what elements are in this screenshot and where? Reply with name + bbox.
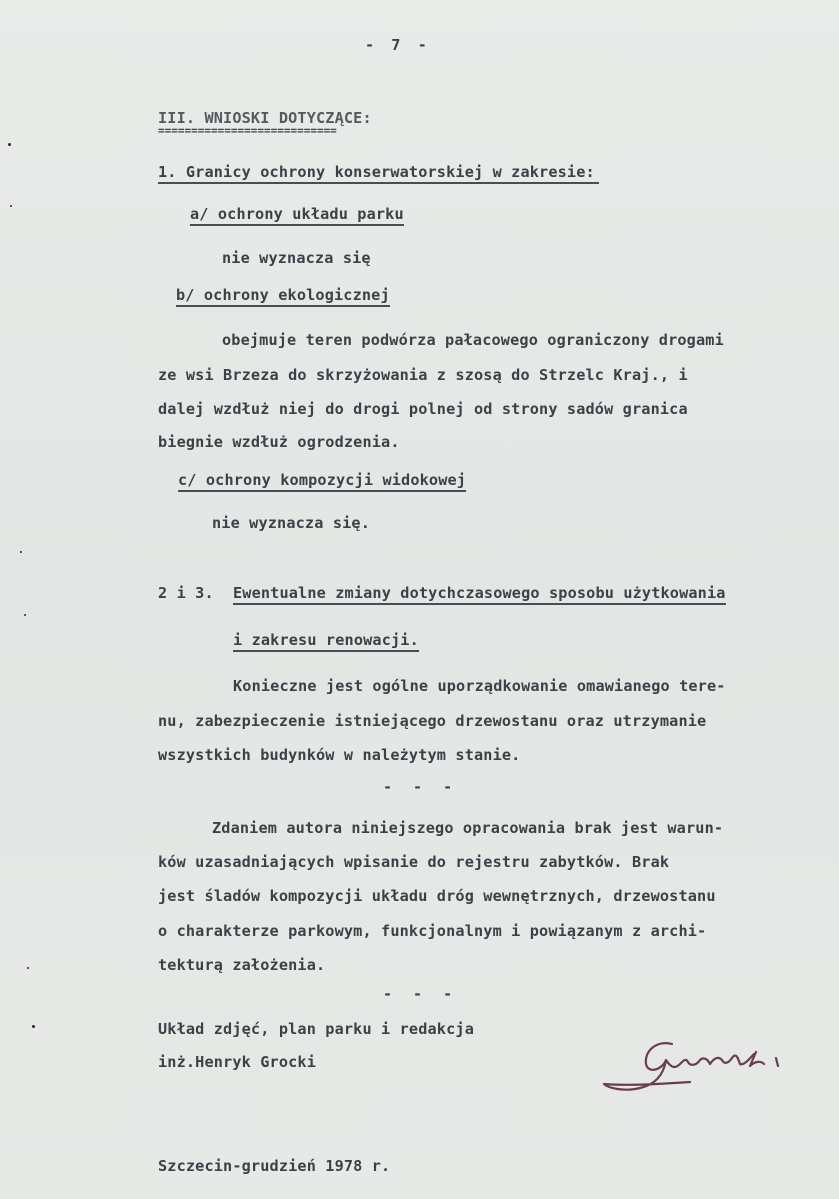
point-1b-line-3: dalej wzdłuż niej do drogi polnej od strony sadów granica xyxy=(158,400,688,418)
separator-dashes: - - - xyxy=(383,778,459,796)
author-line: inż.Henryk Grocki xyxy=(158,1053,316,1071)
point-1b-line-2: ze wsi Brzeza do skrzyżowania z szosą do Strzelc Kraj., i xyxy=(158,366,688,384)
place-date: Szczecin-grudzień 1978 r. xyxy=(158,1157,391,1175)
page-number: - 7 - xyxy=(365,36,431,54)
point-2-3-number: 2 i 3. xyxy=(158,584,214,602)
scan-speck xyxy=(8,143,11,146)
point-2-3-heading-line-2: i zakresu renowacji. xyxy=(233,631,419,652)
point-1-heading: 1. Granicy ochrony konserwatorskiej w zakresie: xyxy=(158,163,599,184)
point-1c-heading: c/ ochrony kompozycji widokowej xyxy=(178,471,466,492)
point-1b-line-4: biegnie wzdłuż ogrodzenia. xyxy=(158,433,400,451)
scan-speck xyxy=(20,551,22,553)
scan-speck xyxy=(27,967,29,969)
conclusion-line-2: ków uzasadniających wpisanie do rejestru zabytków. Brak xyxy=(158,853,670,871)
conclusion-line-3: jest śladów kompozycji układu dróg wewnętrznych, drzewostanu xyxy=(158,887,716,905)
scan-speck xyxy=(32,1025,35,1028)
point-2-3-line-1: Konieczne jest ogólne uporządkowanie omawianego tere- xyxy=(233,677,726,695)
credits-line: Układ zdjęć, plan parku i redakcja xyxy=(158,1020,474,1038)
conclusion-line-5: tekturą założenia. xyxy=(158,956,326,974)
point-1b-line-1: obejmuje teren podwórza pałacowego ograniczony drogami xyxy=(222,331,724,349)
separator-dashes-2: - - - xyxy=(383,985,459,1003)
point-2-3-line-3: wszystkich budynków w należytym stanie. xyxy=(158,746,521,764)
point-1c-text: nie wyznacza się. xyxy=(212,514,370,532)
conclusion-line-4: o charakterze parkowym, funkcjonalnym i powiązanym z archi- xyxy=(158,922,707,940)
scan-speck xyxy=(24,614,26,616)
point-1a-heading: a/ ochrony układu parku xyxy=(190,205,404,226)
point-2-3-heading-line-1: Ewentualne zmiany dotychczasowego sposobu użytkowania xyxy=(233,584,726,605)
section-heading-underline: =========================== xyxy=(158,124,337,137)
point-1b-heading: b/ ochrony ekologicznej xyxy=(176,286,390,307)
section-heading: III. WNIOSKI DOTYCZĄCE: xyxy=(158,109,372,127)
point-2-3-line-2: nu, zabezpieczenie istniejącego drzewostanu oraz utrzymanie xyxy=(158,712,707,730)
point-1a-text: nie wyznacza się xyxy=(222,249,371,267)
handwritten-signature xyxy=(600,1030,820,1100)
scan-speck xyxy=(10,205,12,207)
conclusion-line-1: Zdaniem autora niniejszego opracowania brak jest warun- xyxy=(212,819,724,837)
